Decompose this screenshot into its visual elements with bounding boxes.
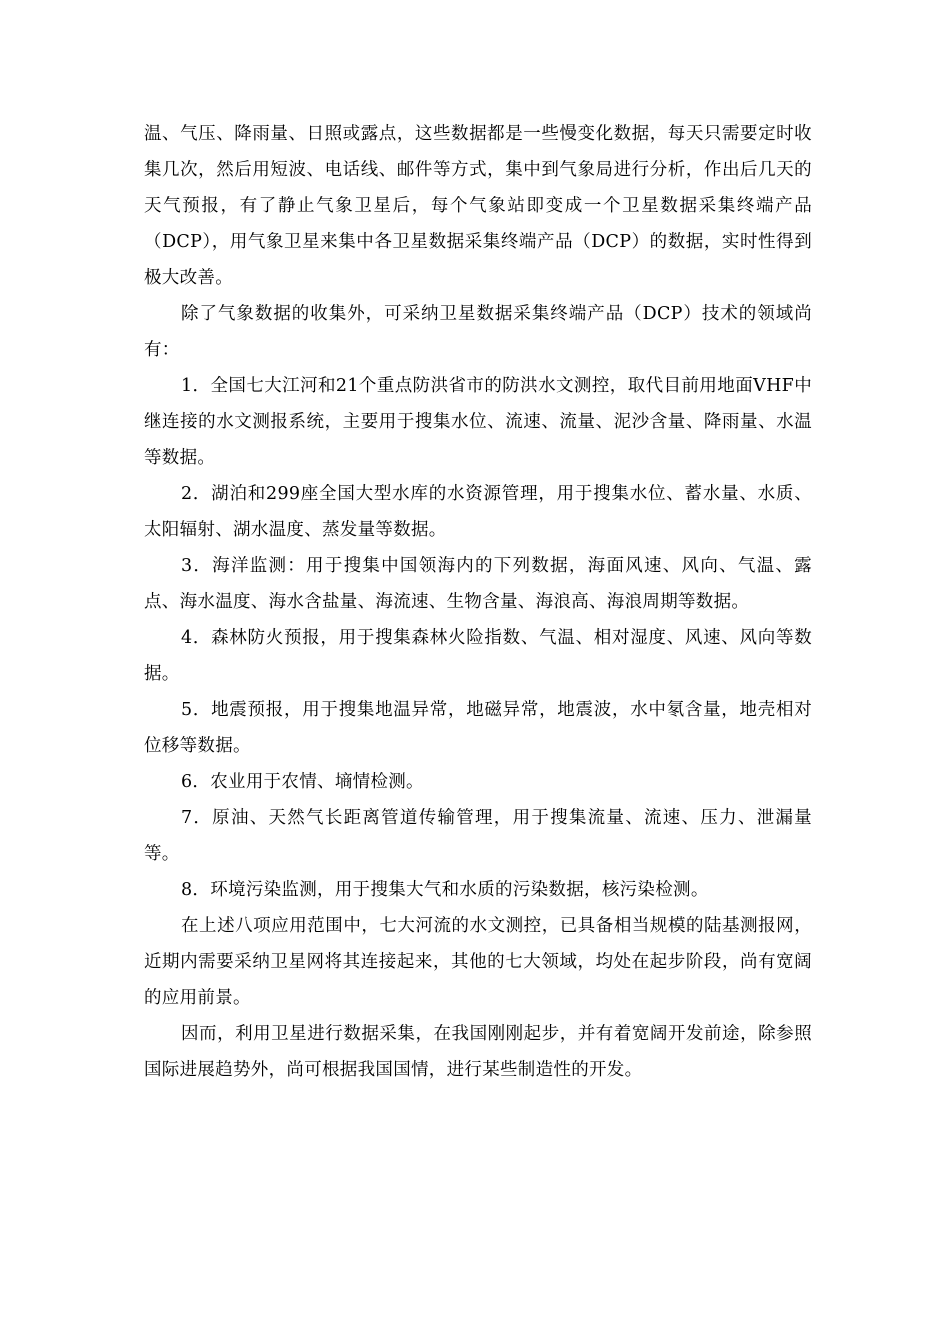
list-item-4: 4．森林防火预报，用于搜集森林火险指数、气温、相对湿度、风速、风向等数据。 [144,628,812,684]
document-page [144,116,812,1088]
paragraph-conclusion: 因而，利用卫星进行数据采集，在我国刚刚起步，并有着宽阔开发前途，除参照国际进展趋势外，尚可根据我国国情，进行某些制造性的开发。 [144,1024,812,1080]
list-item-7: 7．原油、天然气长距离管道传输管理，用于搜集流量、流速、压力、泄漏量等。 [144,808,812,864]
list-item-1: 1．全国七大江河和21个重点防洪省市的防洪水文测控，取代目前用地面VHF中继连接的水文测报系统，主要用于搜集水位、流速、流量、泥沙含量、降雨量、水温等数据。 [144,376,812,468]
list-item-2: 2．湖泊和299座全国大型水库的水资源管理，用于搜集水位、蓄水量、水质、太阳辐射、湖水温度、蒸发量等数据。 [144,484,812,540]
list-item-5: 5．地震预报，用于搜集地温异常，地磁异常，地震波，水中氡含量，地壳相对位移等数据。 [144,700,812,756]
paragraph-summary: 在上述八项应用范围中，七大河流的水文测控，已具备相当规模的陆基测报网，近期内需要采纳卫星网将其连接起来，其他的七大领域，均处在起步阶段，尚有宽阔的应用前景。 [144,916,812,1008]
paragraph-continued: 温、气压、降雨量、日照或露点，这些数据都是一些慢变化数据，每天只需要定时收集几次，然后用短波、电话线、邮件等方式，集中到气象局进行分析，作出后几天的天气预报，有了静止气象卫星后，每个气象站即变成一个卫星数据采集终端产品（DCP），用气象卫星来集中各卫星数据采集终端产品（DCP）的数据，实时性得到极大改善。 [144,124,812,288]
list-item-3: 3．海洋监测：用于搜集中国领海内的下列数据，海面风速、风向、气温、露点、海水温度、海水含盐量、海流速、生物含量、海浪高、海浪周期等数据。 [144,556,812,612]
list-item-8: 8．环境污染监测，用于搜集大气和水质的污染数据，核污染检测。 [181,880,709,900]
list-item-6: 6．农业用于农情、墒情检测。 [181,772,424,792]
paragraph-intro: 除了气象数据的收集外，可采纳卫星数据采集终端产品（DCP）技术的领域尚有： [144,304,812,360]
